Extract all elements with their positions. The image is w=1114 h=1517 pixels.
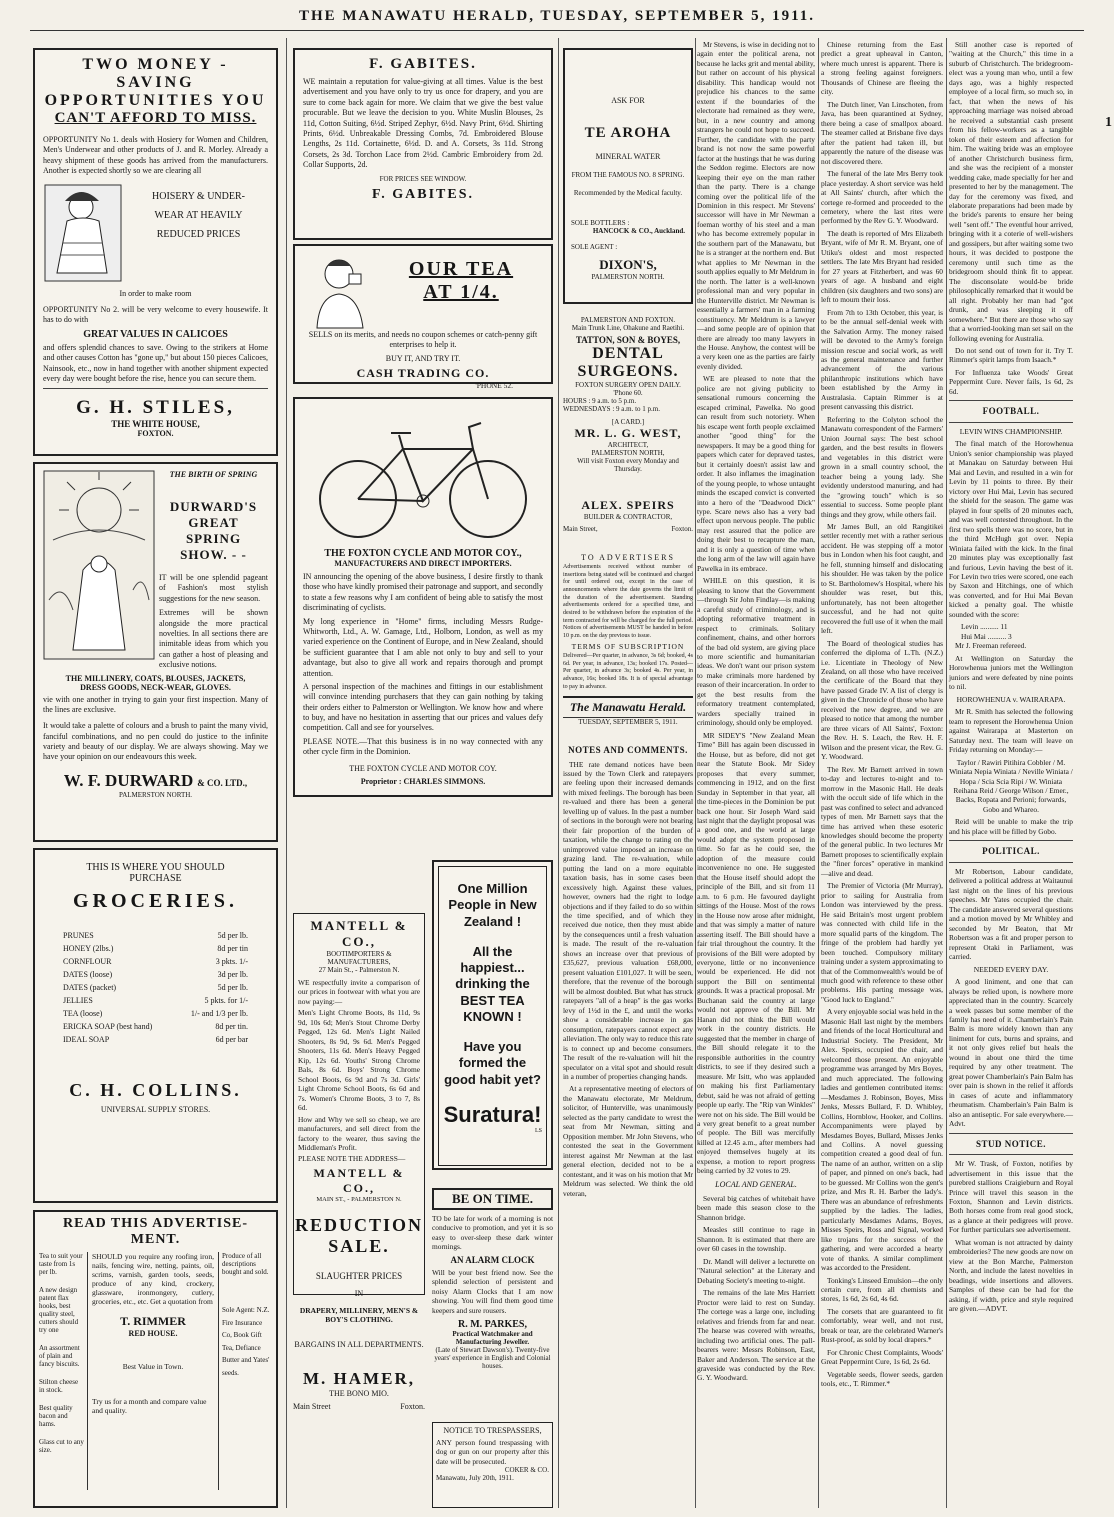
grocery-price: 5d per lb. — [217, 931, 248, 940]
stiles-hosiery-3: REDUCED PRICES — [156, 228, 241, 240]
article-paragraph: For Influenza take Woods' Great Peppermint Cure. Never fails, 1s 6d, 2s 6d. — [949, 367, 1073, 396]
parkes-sub: Practical Watchmaker and Manufacturing Jeweller. — [452, 1330, 533, 1347]
cycle-advert — [293, 397, 553, 797]
article-paragraph: Do not send out of town for it. Try T. Rimmer's spirit lamps from Isaach.* — [949, 346, 1073, 365]
dental-line: Main Trunk Line, Ohakune and Raetihi. — [571, 324, 685, 332]
grocery-name: CORNFLOUR — [63, 957, 112, 966]
parkes-p2: Will be your best friend now. See the splendid selection of persistent and noisy Alarm Clocks that I am now showing. You will find them good time keepers and sure rousers. — [432, 1267, 553, 1315]
notice-date: Manawatu, July 20th, 1911. — [436, 1474, 514, 1483]
article-paragraph: The final match of the Horowhenua Union's senior championship was played at Manakau on Saturday between Hui Mai and Levin, and resulted in a win for Levin by 11 points to three. By their victory over Hui Mai, Levin has secured the shield for the season. The game was played in four spells of 20 minutes each, and was well contested throughout. In the first two spells there was no score, but in the third McHugh got over. Nepia Winiata failed with the kick. In the final 20 minutes play was exceptionally fast and furious, Levin having the best of it. For Levin two tries were scored, one each by Saxon and Hitchings, one of which was converted, and for Hui Mai Bevan kicked a penalty goal. The whistle sounded with the score: — [949, 439, 1073, 619]
collins-sub: UNIVERSAL SUPPLY STORES. — [100, 1105, 211, 1114]
rimmer-centre: SHOULD you require any roofing iron, nails, fencing wire, netting, paints, oil, scrims, varnish, garden tools, seeds, produce of any kind, crockery, glassware, ironmongery, cutlery, groceries, etc., etc. Get a quotation from — [92, 1252, 214, 1306]
speirs-street: Main Street, — [563, 525, 598, 533]
stiles-title-1: TWO MONEY - SAVING — [82, 56, 229, 91]
grocery-price: 5 pkts. for 1/- — [204, 996, 248, 1005]
durward-p1: IT will be one splendid pageant of Fashion's most stylish suggestions for the new season. — [159, 573, 268, 603]
suratura-code: LS — [534, 1127, 542, 1134]
suratura-line-3: Have you formed the good habit yet? — [444, 1039, 541, 1087]
hamer-sub: THE BONO MIO. — [329, 1389, 389, 1398]
grocery-price: 3 pkts. 1/- — [215, 957, 248, 966]
article-paragraph: Measles still continue to rage in Shannon. It is estimated that there are over 60 cases in the township. — [697, 1225, 815, 1254]
suratura-brand: Suratura! — [443, 1101, 542, 1127]
collins-advert — [33, 848, 278, 1203]
stiles-hosiery-2: WEAR AT HEAVILY — [154, 209, 243, 221]
dental-places: PALMERSTON AND FOXTON. — [580, 316, 676, 324]
stud-heading: STUD NOTICE. — [975, 1138, 1046, 1149]
herald-title: The Manawatu Herald. — [569, 700, 687, 714]
article-paragraph: The Dutch liner, Van Linschoten, from Java, has been quarantined at Sydney, there being a case of smallpox aboard. The steamer called at Brisbane five days after the patient had taken ill, but apparently the nature of the disease was not discovered there. — [821, 99, 943, 166]
durward-title-1: DURWARD'S — [169, 499, 258, 514]
column-rule — [286, 38, 287, 1508]
parkes-advert — [432, 1188, 553, 1400]
tearoha-ask: ASK FOR — [611, 96, 645, 105]
tearoha-hancock: HANCOCK & CO., Auckland. — [592, 227, 685, 235]
durward-name: W. F. DURWARD — [63, 770, 194, 790]
parkes-p1: TO be late for work of a morning is not conducive to promotion, and yet it is so easy to over-sleep these dark winter mornings. — [432, 1214, 553, 1252]
grocery-price: 6d per bar — [215, 1035, 248, 1044]
column-6-text — [949, 40, 1073, 1508]
gabites-window: FOR PRICES SEE WINDOW. — [379, 174, 467, 183]
column-5-text — [821, 40, 943, 1508]
article-paragraph: THE rate demand notices have been issued by the Town Clerk and ratepayers are feeling upon their increased demands with mixed feelings. The borough has been re-valued and there has been a general levelling up of values. In the past a number of sections in the borough were not bearing their fair proportion of the burden of taxation, while the change to rating on the unimproved value imposed an increase on grazing land. The re-valuation, while putting the land on a more equitable taxation basis, has in some cases been excessively high. Against these values, however, owners had the right to lodge objections and if they failed to do so within the time specified, and of which they received due notice, then they must abide by the consequences until a fresh valuation is made. The result of the re-valuation shows an increase over that previous of £35,627, previous valuation £68,000, present valuation £101,027. It will be seen, therefore, that the revenue of the borough will be almost doubled. But what has struck ratepayers "all of a heap" is the gas works levy of 1½d in the £, and until the works show a considerable increase in gas consumption, ratepayers cannot expect any alleviation. The only way to reduce this rate is to connect up and become consumers. The result of the re-valuation will hit the speculator on a vital spot and should result in a number of properties changing hands. — [563, 759, 693, 1081]
article-paragraph: The death is reported of Mrs Elizabeth Bryant, wife of Mr R. M. Bryant, one of Utiku's oldest and most respected settlers. The late Mrs Bryant had resided for 27 years at Fitzherbert, and was 60 years of age. A husband and eight children (six daughters and two sons) are left to mourn their loss. — [821, 228, 943, 305]
durward-p4: It would take a palette of colours and a brush to paint the many vivid, fanciful combinations, and no pen could do justice to the infinite variety and beauty of our display. We are always showing. May we have your opinion on our endeavours this week. — [43, 721, 268, 762]
rimmer-left-item: A new design patent flax hooks, best quality steel, cutters should try one — [39, 1286, 79, 1334]
notes-heading: NOTES AND COMMENTS. — [568, 745, 688, 755]
cash-trading-advert — [293, 244, 553, 390]
dental-firm: TATTON, SON & BOYES, — [575, 335, 681, 345]
article-paragraph: WHILE on this question, it is pleasing to know that the Government—through Sir John Findlay—is making a careful study of criminology, and is adopting reformative treatment in respect to criminals. Solitary confinement, chains, and other horrors of the bad old system, are giving place to more scientific and humanitarian ideas. We don't want our prison system to make criminals more hardened by reason of their incarceration. In order to get the best results from the reformatory treatment contemplated, warders specially trained in criminology, should only be employed. — [697, 576, 815, 728]
gabites-advert — [293, 48, 553, 240]
tea-drinker-illustration — [303, 252, 379, 330]
rimmer-title-2: MENT. — [130, 1232, 181, 1247]
local-heading: LOCAL AND GENERAL. — [715, 1179, 797, 1189]
mantell-sub: BOOTIMPORTERS & MANUFACTURERS, — [326, 950, 392, 966]
cycle-prop: Proprietor : CHARLES SIMMONS. — [360, 776, 486, 786]
speirs-town: Foxton. — [671, 525, 693, 533]
hamer-slaughter: SLAUGHTER PRICES — [315, 1271, 403, 1281]
west-arch: ARCHITECT, — [607, 441, 649, 449]
cycle-title: THE FOXTON CYCLE AND MOTOR COY., — [324, 548, 522, 559]
gabites-title: F. GABITES. — [369, 56, 477, 72]
advertisers-title: TO ADVERTISERS — [581, 553, 675, 562]
political-heading: POLITICAL. — [982, 846, 1040, 857]
hamer-title-2: SALE. — [328, 1236, 390, 1256]
article-paragraph: Mr James Bull, an old Rangitikei settler recently met with a rather serious accident. He was stepping off a motor bus in London when his foot caught, and he fell, stunning himself and dislocating his shoulder. He was taken by the police to St. Bartholomew's Hospital, where his shoulder was reset, but this, unfortunately, has not been altogether successful, and he had not quite recovered the full use of it when the mail left. — [821, 521, 943, 636]
stiles-para-2: OPPORTUNITY No 2. will be very welcome to every housewife. It has to do with — [43, 304, 268, 325]
mantell-footer-2: MAIN ST., - PALMERSTON N. — [316, 1195, 402, 1203]
grocery-name: DATES (loose) — [63, 970, 113, 979]
article-paragraph: Referring to the Colyton school the Manawatu correspondent of the Farmers' Union Journal says: The best school garden, and the best results in flowers and vegetables in this district were grown in a small country school, the teacher being a young lady. She evidently understood manuring, and had the "growing touch" which is so essential to success. Some people plant things and they grow, while others fail. — [821, 414, 943, 519]
hamer-advert — [293, 1215, 425, 1508]
suratura-line-1: One Million People in New Zealand ! — [448, 881, 537, 929]
article-paragraph: WE are pleased to note that the police are not giving publicity to sensational rumours concerning the escaped criminal, Pawelka. No good can result from such notoriety. When his escape went forth people exclaimed another "good thing" for the newspapers. It may be a good thing for papers which cater for depraved tastes, but it certainly doesn't assist law and order. It also inflames the imagination of the young people, to whose untaught minds the escaped convict is converted into a hero of the "Deadwood Dick" type. Scare news also has a very bad effect upon nervous people. The public may rest assured that the police are doing their best to recapture the man, and it is only a question of time when the long arm of the law will again have Pawelka in its embrace. — [697, 374, 815, 573]
notice-text: ANY person found trespassing with dog or gun on our property after this date will be prosecuted. — [436, 1438, 549, 1466]
advertisers-notice — [563, 553, 693, 640]
article-paragraph: Mr Stevens, is wise in deciding not to again enter the political arena, not because he lacks grit and mental ability, but rather on account of his physical disability. This handicap would not prejudice his chances to the same extent if the boundaries of the electorate had remained as they were, but, in a new country and among strangers he could not hope to succeed. Further, the candidate with the party brand is not now the same powerful factor at the hustings that he was during the Seddon regime. Electors are now keeping their eye on the man rather than the party. There is a change coming over the political life of the Dominion in this respect. Mr Stevens' successor will have in Mr Newman a foeman worthy of his steel and a man who has become extremely popular in the southern part of the Manawatu, but he is a stranger at the northern end. But what applies to Mr Newman in the south applies equally to Mr Meldrum in the north. The latter is a well-known professional man and very popular in the Hunterville district. Mr Newman is essentially a farmers' man in a farming constituency. Mr Meldrum is a lawyer—and some people are of opinion that there are already too many lawyers in the House. Anyhow, the contest will be a very keen one as the parties are fairly evenly divided. — [697, 40, 816, 371]
durward-banner: THE BIRTH OF SPRING — [169, 470, 258, 479]
durward-title-2: GREAT SPRING — [185, 515, 242, 546]
rimmer-right-item: Sole Agent: N.Z. Fire Insurance Co, Book Gift Tea, Defiance Butter and Yates' seeds. — [222, 1306, 270, 1377]
durward-p2: Extremes will be shown alongside the more practical novelties. In all sections there are inimitable ideas from which you can gather a host of pleasing and exclusive notions. — [159, 608, 268, 670]
stiles-title-3: CAN'T AFFORD TO MISS. — [54, 110, 257, 126]
te-aroha-advert — [563, 48, 693, 304]
tearoha-bottlers: SOLE BOTTLERS : — [571, 219, 630, 227]
column-rule — [695, 38, 696, 1508]
grocery-name: HONEY (2lbs.) — [63, 944, 114, 953]
hamer-name: M. HAMER, — [303, 1369, 415, 1388]
article-paragraph: Mr R. Smith has selected the following team to represent the Horowhenua Union against Wairarapa at Masterton on Saturday next. The team will leave on Friday returning on Monday:— — [949, 707, 1073, 755]
article-paragraph: Mr W. Trask, of Foxton, notifies by advertisement in this issue that the purebred stallions Craigieburn and Royal Prince will travel this season in the Foxton, Shannon and Levin districts. Both horses come from real good stock, as a glance at their pedigrees will prove. For further particulars see advertisement. — [949, 1159, 1073, 1235]
speirs-trade: BUILDER & CONTRACTOR, — [583, 513, 673, 521]
grocery-name: ERICKA SOAP (best hand) — [63, 1022, 153, 1031]
article-paragraph: The corsets that are guaranteed to fit comfortably, wear well, and not rust, break or tear, are the celebrated Warner's Rust-proof, as sold by local drapers.* — [821, 1306, 943, 1345]
cycle-p2: My long experience in "Home" firms, including Messrs Rudge-Whitworth, Ltd., A. W. Gamage, Ltd., Holborn, London, as well as my varied experience on the Continent of Europe, and in New Zealand, should be sufficient guarantee that I am able not only to buy and sell to your advantage, but also to give all work and repairs thorough and prompt attention. — [303, 616, 543, 678]
stiles-advert — [33, 48, 278, 456]
mantell-p2: Men's Light Chrome Boots, 8s 11d, 9s 9d, 10s 6d; Men's Stout Chrome Derby Pegged, 12s 6d. Men's Light Nailed Shooters, 8s 9d, 9s 6d. Men's Pegged Shooters, 11s 6d. Men's Heavy Pegged Kip, 12s 6d. Youths' Strong Chrome Bals, 8s 6d. Boys' Strong Chrome School Boots, 6s 9d and 7s 3d. Girls' Light Chrome School Boots, 6s 6d and 7s. Women's Chrome Boots, 3 to 7, 8s 6d. — [298, 1008, 420, 1113]
west-town: PALMERSTON NORTH, — [591, 449, 665, 457]
rimmer-left-item: Stilton cheese in stock. — [39, 1378, 79, 1394]
stiles-title-2: OPPORTUNITIES YOU — [44, 92, 267, 109]
grocery-name: JELLIES — [63, 996, 93, 1005]
levin-heading: LEVIN WINS CHAMPIONSHIP. — [959, 426, 1063, 436]
suratura-advert — [432, 860, 553, 1170]
tearoha-town: PALMERSTON NORTH. — [591, 273, 665, 281]
hamer-street: Main Street — [293, 1402, 331, 1411]
cycle-p4: PLEASE NOTE.—That this business is in no way connected with any other cycle firm in the Dominion. — [303, 736, 543, 757]
grocery-price: 3d per lb. — [217, 970, 248, 979]
rimmer-left-item: An assortment of plain and fancy biscuits. — [39, 1344, 80, 1368]
article-paragraph: A good liniment, and one that can always be relied upon, is nowhere more appreciated than in the country. Scarcely a week passes but some member of the family has need of it. Chamberlain's Pain Balm is more widely known than any liniment for cuts, burns and sprains, and it not only gives relief but heals the wound in about one third the time required by any other treatment. The great power Chamberlain's Pain Balm has over pain is shown in the relief it affords in cases of acute and inflammatory rheumatism. Chamberlain's Pain Balm is also an antiseptic. For sale everywhere.—Advt. — [949, 977, 1073, 1129]
terms-text: Delivered—Per quarter, in advance, 3s 6d; booked, 4s 6d. Per year, in advance, 13s; booked 17s. Posted—Per quarter, in advance 3s; booked 4s. Per year, in advance, 16s; booked 18s. It is of special advantage to pay in advance. — [563, 653, 693, 690]
parkes-name: R. M. PARKES, — [458, 1319, 527, 1331]
spring-illustration — [43, 470, 155, 660]
column-rule — [946, 38, 947, 1508]
collins-title: GROCERIES. — [72, 890, 239, 912]
durward-title-3: SHOW. - - — [180, 547, 247, 562]
west-card-label: [A CARD.] — [611, 418, 645, 426]
gabites-footer: F. GABITES. — [371, 186, 474, 202]
article-paragraph: At a representative meeting of electors of the Manawatu electorate, Mr Meldrum, solicitor, of Hunterville, was unanimously selected as the party candidate to wrest the seat from Mr Newman, sitting and Opposition member. Mr John Stevens, who contested the seat in the Government interest against Mr Newman at the last general election, decided not to be a contestant, and it was on his motion that Mr Meldrum was selected. We think the old veteran, — [563, 1084, 693, 1198]
article-paragraph: The funeral of the late Mrs Berry took place yesterday. A short service was held at All Saints' church, after which the cortege re-formed and proceeded to the cemetery, where the last rites were performed by the Rev G. Y. Woodward. — [821, 169, 943, 226]
durward-p3: vie with one another in trying to gain your first inspection. Many of the lines are exclusive. — [43, 694, 268, 714]
page-mark: 1 — [1105, 115, 1112, 130]
hamer-town: Foxton. — [400, 1402, 425, 1411]
grocery-name: TEA (loose) — [63, 1009, 103, 1018]
tearoha-from: FROM THE FAMOUS NO. 8 SPRING. — [571, 171, 685, 179]
mantell-footer: MANTELL & CO., — [313, 1165, 405, 1195]
tearoha-title: TE AROHA — [584, 125, 672, 141]
article-paragraph: Tonking's Linseed Emulsion—the only certain cure, from all chemists and stores, 1s 6d, 2s 6d, 4s 6d. — [821, 1275, 943, 1304]
collins-name: C. H. COLLINS. — [69, 1080, 242, 1100]
woman-illustration — [43, 183, 123, 283]
dental-wed: WEDNESDAYS : 9 a.m. to 1 p.m. — [563, 405, 660, 413]
score-levin: Levin .......... 11 — [961, 622, 1008, 632]
grocery-price: 8d per tin. — [215, 1022, 248, 1031]
masthead-rule — [30, 30, 1084, 31]
mantell-p3: How and Why we sell so cheap, we are manufacturers, and sell direct from the factory to the wearer, thus saving the Middleman's Profit. — [298, 1114, 420, 1152]
article-paragraph: From 7th to 13th October, this year, is to be the annual self-denial week with the Salvation Army. The money raised will be devoted to the Army's foreign mission rescue and social work, as well as the general maintenance and further advancement of the various philanthropic institutions which have been established by the Army in Australasia. Captain Rimmer is at present canvassing this district. — [821, 307, 943, 412]
stiles-values: GREAT VALUES IN CALICOES — [83, 328, 228, 340]
column-rule — [558, 38, 559, 1508]
rimmer-best: Best Value in Town. — [122, 1362, 184, 1371]
column-rule — [818, 38, 819, 1508]
durward-advert — [33, 462, 278, 842]
team-list: Taylor / Rawiri Pitihira Cobbler / M. Winiata Nepia Winiata / Neville Winiata / Hopa / Scia Scia Ripi / W. Winiata Reihana Reid / George Wilson / Emer., Backs, Ropata and Perioni; forwards, Gobo and Whareo. — [949, 757, 1073, 814]
cycle-sub: MANUFACTURERS AND DIRECT IMPORTERS. — [334, 559, 512, 568]
article-paragraph: The remains of the late Mrs Harriett Proctor were laid to rest on Sunday. The cortege was a large one, including relatives and friends from far and near. The hearse was covered with wreaths, including two artificial ones. The pall-bearers were: Messrs Robinson, East, Baker and Anderson. The service at the graveside was conducted by the Rev. G. Y. Woodward. — [697, 1288, 815, 1383]
cash-name: CASH TRADING CO. — [356, 365, 490, 380]
column-3-text — [563, 740, 693, 1508]
dental-hours: HOURS : 9 a.m. to 5 p.m. — [563, 397, 637, 405]
tearoha-agent: SOLE AGENT : — [571, 243, 618, 251]
rimmer-left-item: Glass cut to any size. — [39, 1438, 84, 1454]
mantell-addr: 27 Main St., - Palmerston N. — [318, 966, 400, 974]
stiles-name: G. H. STILES, — [76, 397, 235, 419]
horowhenua-heading: HOROWHENUA v. WAIRARAPA. — [956, 694, 1066, 704]
grocery-price: 5d per lb. — [217, 983, 248, 992]
notice-sign: COKER & CO. — [504, 1466, 549, 1475]
stiles-house: THE WHITE HOUSE, — [111, 419, 200, 430]
trespass-notice — [432, 1422, 553, 1508]
cash-buy: BUY IT, AND TRY IT. — [385, 353, 461, 363]
article-paragraph: For Chronic Chest Complaints, Woods' Great Peppermint Cure, 1s 6d, 2s 6d. — [821, 1347, 943, 1367]
article-paragraph: The Rev. Mr Barnett arrived in town to-day and lectures to-night and to-morrow in the Masonic Hall. He deals with the occult side of life which in the past was confined to select and advanced types of men. Mr Barnett says that the time has arrived when these esoteric knowledges should become the property of the general public. In two lectures Mr Barnett proposes to scientifically explain the "finer forces" operative in mankind—alive and dead. — [821, 764, 943, 878]
article-paragraph: Dr. Mandl will deliver a lecturette on "Natural selection" at the Literary and Debating Society's meeting to-night. — [697, 1256, 815, 1285]
rimmer-right-item: Produce of all descriptions bought and sold. — [222, 1252, 269, 1276]
rimmer-title-1: READ THIS ADVERTISE- — [63, 1216, 248, 1231]
article-paragraph: Several big catches of whitebait have been made this season close to the Shannon bridge. — [697, 1194, 815, 1222]
dental-advert — [563, 316, 693, 412]
cycle-p3: A personal inspection of the machines and fittings in our establishment will convince intending purchasers that they can gain nothing by taking their orders either to Palmerston or Wellington. We know how and where to buy, and have no hesitation in asserting that our prices and values defy competition. Call and see for yourselves. — [303, 681, 543, 733]
needed-heading: NEEDED EVERY DAY. — [973, 964, 1049, 974]
suratura-line-2: All the happiest... drinking the BEST TEA KNOWN ! — [455, 943, 530, 1024]
mantell-p4: PLEASE NOTE THE ADDRESS— — [298, 1154, 406, 1164]
stiles-room: In order to make room — [119, 288, 192, 298]
stiles-town: FOXTON. — [137, 429, 174, 439]
cash-title-2: AT 1/4. — [423, 281, 499, 303]
article-paragraph: A very enjoyable social was held in the Masonic Hall last night by the members and friends of the local Horticultural and Industrial Society. The President, Mr Alex. Speirs, occupied the chair, and welcomed those present. An enjoyable programme was arranged by Mrs Boyes, and much appreciated. The following ladies and gentlemen contributed items:—Mesdames J. Robinson, Boyes, Miss Jenks, Messrs Bullard, F. D. Whibley, Collins, Hornblow, Hooker, and Collins. Accompaniments were played by Mesdames Boyes, Bullard, Misses Jenks and Collins. A novel guessing competition created a good deal of fun. The name of an author, written on a slip of paper, and pinned on one's back, had to be guessed. Mr Collins won the gent's prize, and Mrs R. H. Barber the lady's. There was an abundance of refreshments supplied by the ladies. The ladies, particularly Mesdames Adams, Boyes, Misses Speirs, Ross and Signal, worked like trojans for the success of the gathering, and were accorded a hearty vote of thanks. A similar compliment was accorded to the President. — [821, 1007, 943, 1273]
durward-caps: THE MILLINERY, COATS, BLOUSES, JACKETS, DRESS GOODS, NECK-WEAR, GLOVES. — [65, 673, 246, 692]
speirs-card — [563, 498, 693, 546]
west-visit: Will visit Foxton every Monday and Thursday. — [577, 457, 679, 473]
rimmer-left-item: Best quality bacon and hams. — [39, 1404, 73, 1428]
tearoha-dixon: DIXON'S, — [599, 257, 657, 272]
parkes-p3: (Late of Stewart Dawson's). Twenty-five years' experience in English and Colonial houses. — [434, 1346, 551, 1371]
article-paragraph: Vegetable seeds, flower seeds, garden tools, etc., T. Rimmer.* — [821, 1369, 943, 1389]
herald-date: TUESDAY, SEPTEMBER 5, 1911. — [563, 717, 693, 726]
parkes-title: BE ON TIME. — [432, 1188, 553, 1210]
gabites-text: WE maintain a reputation for value-giving at all times. Value is the best advertisement and you have only to try us once for drapery, and you are sure to come back again for more. We claim that we give the best value procurable. But we leave the decision to you. White Muslin Blouses, 2s 11d, Cotton Suiting, 6½d. Striped Zephyr, 6½d. Navy Print, 6½d. Shirting Prints, 6½d. Unbreakable Dressing Combs, 7d. Embroidered Blouse Lengths, 2s 11d. Cortainette, 6½d. D. and A. Corsets, 3s 11d. Strong Corsets, 2s 3d. Torchon Lace from 2½d. Cambric Embroidery from 2d. Collar Supports, 2d. — [303, 77, 543, 170]
hamer-bargains: BARGAINS IN ALL DEPARTMENTS. — [294, 1340, 424, 1349]
hamer-drapery: DRAPERY, MILLINERY, MEN'S & BOY'S CLOTHING. — [299, 1306, 419, 1324]
football-heading: FOOTBALL. — [982, 406, 1040, 417]
score-hui-mai: Hui Mai .......... 3 — [961, 631, 1012, 641]
west-card — [563, 418, 693, 488]
hamer-title-1: REDUCTION — [294, 1215, 423, 1235]
article-paragraph: MR SIDEY'S "New Zealand Mean Time" Bill has again been discussed in the House, but as before, did not get near the Statute Book. Mr Sidey proposes that every summer, commencing in 1912, and on the first Sunday in September in that year, all the time-pieces in the Dominion be put back one hour. Sir Joseph Ward said last night that the daylight proposal was a good one, and the world at large would adopt the system proposed in time. So far as he could see, the adoption of the measure could inconvenience no one. He suggested that the House itself should adopt the principle of the Bill, and sit from 11 a.m. to 6 p.m. He favoured daylight sittings of the House. Most of the rows in the House now arose after midnight, and that was simply a matter of nature asserting itself. The Bill should have a fair trial throughout the country. It the provisions of the Bill were adopted by everyone, little or no inconvenience would be experienced. He did not support the Bill on sentimental grounds. It was a practical proposal. Mr Buchanan said the country at large would not approve of the Bill. Mr Hanan did not think the Bill would work in the country districts. He suggested that the member in charge of the Bill should relegate it to the responsible authorities in the country districts, to see if they desired such a measure. Mr Isitt, who was applauded on making his first Parliamentary debut, said he was not afraid of getting people up early. The "Rip van Winkles" were not on his side. The Bill would be a very great benefit to a great number of people. The Bill was mercifully killed at 12.45 a.m., after members had enjoyed themselves hugely at its expense, a motion to report progress being carried by 32 votes to 29. — [697, 730, 815, 1176]
collins-top-2: PURCHASE — [129, 873, 182, 884]
mantell-name: MANTELL & CO., — [310, 918, 408, 949]
terms-title: TERMS OF SUBSCRIPTION — [571, 642, 685, 651]
collins-top-1: THIS IS WHERE YOU SHOULD — [86, 862, 225, 873]
terms-notice — [563, 642, 693, 692]
article-paragraph: What woman is not attracted by dainty embroideries? The new goods are now on view at the Bon Marche, Palmerston North, and include the latest novelties in beadings, wide insertions and allovers. Samples of these can be had for the asking, if width, price and style required are given.—ADVT. — [949, 1237, 1073, 1314]
grocery-name: PRUNES — [63, 931, 94, 940]
dental-phone: 'Phone 60. — [613, 389, 643, 397]
rimmer-name: T. RIMMER — [120, 1314, 186, 1328]
hamer-in: IN — [354, 1289, 364, 1298]
article-paragraph: Still another case is reported of "waiting at the Church," this time in a suburb of Christchurch. The bridegroom-elect was a young man who, until a few days ago, was a highly respected employee of a local firm, so much so, in fact, that when the news of his approaching marriage was noised abroad he received a substantial cash present from his fellow-workers as a tangible token of their esteem and affection for him. The waiting bride was an employee of another Christchurch business firm, and she was the recipient of a monster wedding cake, made specially for her and presented to her by the management. The day for the ceremony was fixed, and elaborate preparations had been made by the bride's parents to ensure her being well "sent off." The eventful hour arrived, bringing with it a coterie of well-wishers and gossipers, but after waiting some two hours, it was decided to postpone the ceremony until such time as the bridegroom should think fit to appear. The disconsolate would-be bride philosophically remarked that it would be all right. Probably her man had "got drunk, and was sleeping it off somewhere." But there are those who say that a worried-looking man set sail on the following evening for Australia. — [949, 40, 1073, 343]
mantell-p1: WE respectfully invite a comparison of our prices in footwear with what you are now paying:— — [298, 978, 420, 1006]
rimmer-left-item: Tea to suit your taste from 1s per lb. — [39, 1252, 83, 1276]
advertisers-text: Advertisements received without number of insertions being stated will be continued and charged for until ordered out, except in the case of announcements where the date governs the limit of the duration of the advertisement. Standing advertisements ordered for a specified time, and desired to be withdrawn before the expiration of the term contracted for will be charged for the full period. Notices of advertisements MUST be handed in before 10 p.m. on the day previous to issue. — [563, 564, 693, 640]
article-paragraph: The Board of theological studies has conferred the diploma of L.Th. (N.Z.) i.e. Licentiate in Theology of New Zealand, on all those who have received the certificate of the Board that they have passed Grade IV. A list of clergy is given in the Chronicle of those who have received the new degree, and we are pleased to notice that among the number are three vicars of All Saints', Foxton: the Rev. H. S. Leach, the Rev. H. F. Wilson and the present vicar, the Rev. G. Y. Woodward. — [821, 638, 943, 762]
cycle-footer: THE FOXTON CYCLE AND MOTOR COY. — [349, 763, 497, 773]
cash-text: SELLS on its merits, and needs no coupon schemes or catch-penny gift enterprises to help it. — [308, 330, 538, 350]
cycle-p1: IN announcing the opening of the above business, I desire firstly to thank those who have kindly promised their patronage and support, and secondly to state a few reasons why I am confident of being able to satisfy the most discriminating of cyclists. — [303, 572, 543, 613]
stiles-para-3: and offers splendid chances to save. Owing to the strikers at Home and other causes Cotton has "gone up," but about 150 pieces Calicoes, Nainsook, etc., now in hand together with another shipment expected every day were bought before the rise, hence you can secure them. — [43, 342, 268, 383]
article-paragraph: Mr J. Freeman refereed. — [955, 641, 1027, 651]
column-4-text — [697, 40, 815, 1508]
article-paragraph: Mr Robertson, Labour candidate, delivered a political address at Waitaunui last night on the lines of his previous speeches. Mr Yates occupied the chair. The candidate answered several questions and a motion moved by Mr Whibley and seconded by Mr Beaton, that Mr Robertson was a fit and proper person to represent Otaki in Parliament, was carried. — [949, 866, 1073, 962]
parkes-clock: AN ALARM CLOCK — [450, 1254, 535, 1265]
bicycle-illustration — [303, 409, 543, 544]
article-paragraph: At Wellington on Saturday the Horowhenua juniors met the Wellington juniors and were defeated by nine points to nil. — [949, 653, 1073, 692]
speirs-name: ALEX. SPEIRS — [581, 498, 675, 512]
rimmer-advert — [33, 1210, 278, 1508]
masthead: THE MANAWATU HERALD, TUESDAY, SEPTEMBER 5, 1911. — [298, 8, 816, 24]
dental-title: DENTAL SURGEONS. — [577, 345, 679, 380]
cash-title-1: OUR TEA — [408, 258, 514, 280]
dental-surgery: FOXTON SURGERY OPEN DAILY. — [575, 381, 681, 389]
grocery-name: DATES (packet) — [63, 983, 117, 992]
grocery-price: 1/- and 1/3 per lb. — [190, 1009, 248, 1018]
article-paragraph: The Premier of Victoria (Mr Murray), prior to sailing for Australia from London was interviewed by the press. He said Britain's most urgent problem was connected with child life in the more squalid parts of the kingdom. The fringe of the problem had hardly yet been touched. Compulsory military training under a system approximating to that of the Commonwealth's would be of much good with reference to these other problems. His parting message was, "Good luck to England." — [821, 881, 943, 1004]
cash-phone: 'PHONE 52. — [475, 380, 513, 390]
grocery-name: IDEAL SOAP — [63, 1035, 110, 1044]
rimmer-house: RED HOUSE. — [128, 1329, 178, 1338]
tearoha-rec: Recommended by the Medical faculty. — [573, 189, 683, 197]
durward-suffix: & CO. LTD., — [197, 777, 248, 788]
article-paragraph: Reid will be unable to make the trip and his place will be filled by Gobo. — [949, 817, 1073, 836]
west-name: MR. L. G. WEST, — [574, 426, 682, 440]
stiles-para-1: OPPORTUNITY No 1. deals with Hosiery for Women and Children, Men's Underwear and other products of J. and R. Morley. Already a heavy shipment of these goods has arrived from the manufacturers. Another is expected shortly so we are clearing all — [43, 135, 268, 176]
notice-title: NOTICE TO TRESPASSERS, — [443, 1426, 542, 1435]
article-paragraph: Chinese returning from the East predict a great upheaval in Canton, where much unrest is apparent. There is a strong feeling against foreigners. Thousands of Chinese are fleeing the city. — [821, 40, 943, 97]
grocery-price: 8d per tin — [217, 944, 248, 953]
durward-town: PALMERSTON NORTH. — [118, 790, 193, 799]
tearoha-water: MINERAL WATER — [595, 152, 661, 161]
herald-flag — [563, 696, 693, 736]
rimmer-try: Try us for a month and compare value and quality. — [92, 1397, 207, 1415]
stiles-hosiery-1: HOISERY & UNDER- — [152, 190, 245, 202]
